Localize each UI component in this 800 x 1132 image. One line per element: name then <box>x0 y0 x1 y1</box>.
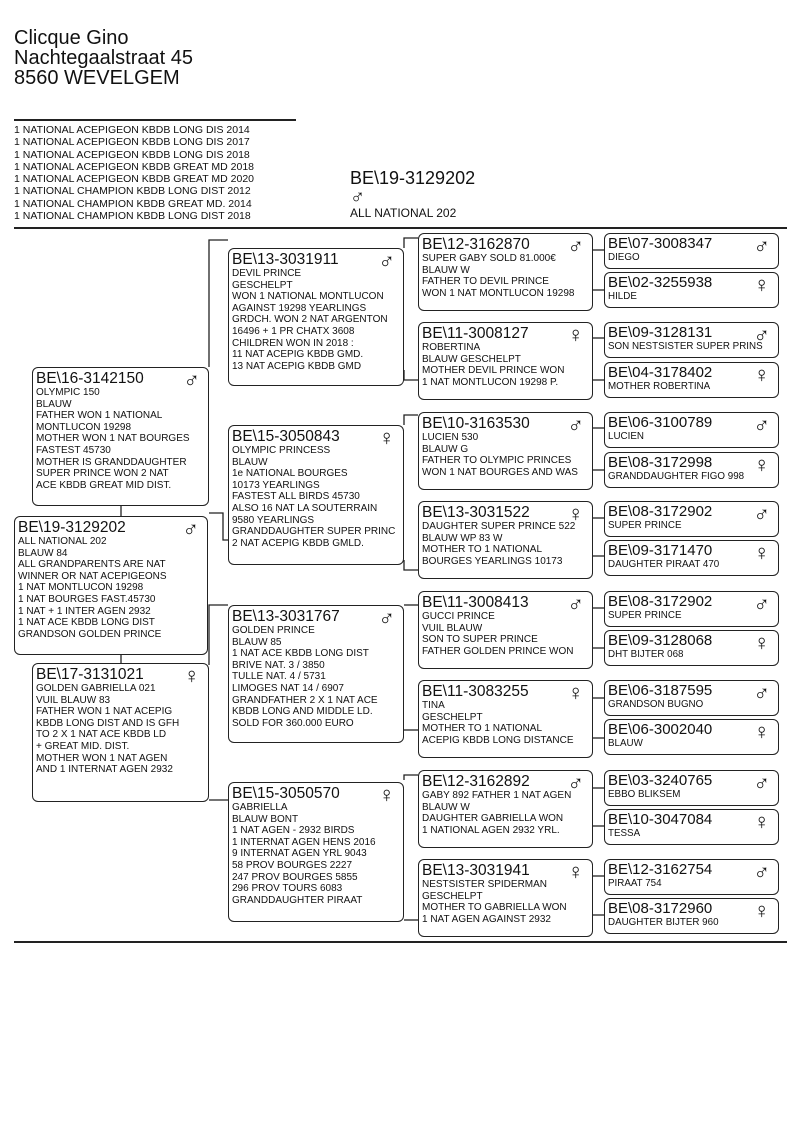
pedigree-line: 1 NAT ACE KBDB LONG DIST <box>232 648 369 660</box>
pigeon-card-small[interactable] <box>604 809 779 845</box>
ring-number: BE\12-3162892 <box>422 773 530 790</box>
pedigree-line: FATHER TO OLYMPIC PRINCES <box>422 455 572 467</box>
male-icon: ♂ <box>182 516 199 541</box>
pigeon-card-small[interactable] <box>604 859 779 895</box>
pedigree-line: 1 NAT BOURGES FAST.45730 <box>18 593 156 605</box>
female-icon: ♀ <box>567 859 584 884</box>
ring-number: BE\03-3240765 <box>608 772 713 789</box>
pedigree-line: LUCIEN 530 <box>422 432 479 443</box>
pedigree-line: VUIL BLAUW <box>422 622 483 634</box>
ring-number: BE\09-3128131 <box>608 324 713 341</box>
pedigree-line: LIMOGES NAT 14 / 6907 <box>232 682 344 694</box>
male-icon: ♂ <box>753 770 770 795</box>
pigeon-card-small[interactable] <box>604 898 779 934</box>
title-item: 1 NATIONAL CHAMPION KBDB GREAT MD. 2014 <box>14 197 252 210</box>
ring-number: BE\11-3008127 <box>422 325 529 342</box>
pedigree-line: + GREAT MID. DIST. <box>36 740 130 752</box>
pedigree-line: SOLD FOR 360.000 EURO <box>232 717 354 729</box>
pedigree-line: AGAINST 19298 YEARLINGS <box>232 302 367 314</box>
pedigree-line: TINA <box>422 700 445 711</box>
pigeon-card-small[interactable] <box>604 452 779 488</box>
pedigree-line: GRDCH. WON 2 NAT ARGENTON <box>232 314 388 326</box>
female-icon: ♀ <box>753 540 770 565</box>
pedigree-line: BLAUW 84 <box>18 547 68 559</box>
pedigree-line: GRANDSON BUGNO <box>608 699 704 710</box>
owner-city: 8560 WEVELGEM <box>14 67 180 89</box>
ring-number: BE\15-3050570 <box>232 785 340 802</box>
ring-number: BE\12-3162870 <box>422 236 530 253</box>
pedigree-line: BLAUW BONT <box>232 813 299 825</box>
pedigree-line: SUPER GABY SOLD 81.000€ <box>422 253 556 264</box>
female-icon: ♀ <box>378 425 395 450</box>
pedigree-line: 1 NAT AGEN - 2932 BIRDS <box>232 825 355 837</box>
pigeon-card-small[interactable] <box>604 680 779 716</box>
female-icon: ♀ <box>753 630 770 655</box>
pedigree-line: 10173 YEARLINGS <box>232 479 320 491</box>
ring-number: BE\08-3172998 <box>608 454 713 471</box>
pedigree-line: SON TO SUPER PRINCE <box>422 634 538 646</box>
male-icon: ♂ <box>753 412 770 437</box>
female-icon: ♀ <box>753 898 770 923</box>
pedigree-line: 296 PROV TOURS 6083 <box>232 883 343 895</box>
female-icon: ♀ <box>183 663 200 688</box>
male-icon: ♂ <box>567 412 584 437</box>
title-item: 1 NATIONAL ACEPIGEON KBDB LONG DIS 2014 <box>14 124 250 136</box>
pedigree-line: MOTHER TO GABRIELLA WON <box>422 902 567 914</box>
pigeon-card[interactable] <box>418 680 593 758</box>
pigeon-card-grandmother-maternal[interactable] <box>228 782 404 922</box>
pedigree-line: TESSA <box>608 828 641 839</box>
pedigree-line: AND 1 INTERNAT AGEN 2932 <box>36 764 173 776</box>
subject-ring: BE\19-3129202 <box>350 168 476 188</box>
pedigree-line: FASTEST 45730 <box>36 444 111 456</box>
pigeon-card-grandmother-paternal[interactable] <box>228 425 404 565</box>
pedigree-line: GOLDEN PRINCE <box>232 625 315 636</box>
pedigree-line: PIRAAT 754 <box>608 878 662 889</box>
ring-number: BE\06-3187595 <box>608 682 713 699</box>
ring-number: BE\09-3128068 <box>608 632 713 649</box>
ring-number: BE\06-3002040 <box>608 721 713 738</box>
title-item: 1 NATIONAL CHAMPION KBDB LONG DIST 2012 <box>14 185 251 198</box>
pigeon-card-subject[interactable] <box>14 516 208 655</box>
female-icon: ♀ <box>753 809 770 834</box>
pedigree-line: DAUGHTER SUPER PRINCE 522 <box>422 521 576 532</box>
pedigree-line: MOTHER DEVIL PRINCE WON <box>422 365 565 377</box>
ring-number: BE\13-3031941 <box>422 862 530 879</box>
subject-note: ALL NATIONAL 202 <box>350 206 457 220</box>
title-item: 1 NATIONAL CHAMPION KBDB LONG DIST 2018 <box>14 210 251 223</box>
ring-number: BE\08-3172902 <box>608 503 713 520</box>
pedigree-line: 9580 YEARLINGS <box>232 514 315 526</box>
pedigree-line: BLAUW <box>36 398 72 410</box>
pigeon-card[interactable] <box>418 859 593 937</box>
pigeon-card-small[interactable] <box>604 362 779 398</box>
female-icon: ♀ <box>567 322 584 347</box>
pedigree-line: MOTHER TO 1 NATIONAL <box>422 723 543 735</box>
ring-number: BE\13-3031522 <box>422 504 530 521</box>
title-item: 1 NATIONAL ACEPIGEON KBDB LONG DIS 2017 <box>14 136 250 149</box>
pigeon-card-small[interactable] <box>604 322 779 358</box>
pedigree-line: FASTEST ALL BIRDS 45730 <box>232 491 360 503</box>
pedigree-line: HILDE <box>608 291 637 302</box>
pigeon-card-grandfather-maternal[interactable] <box>228 605 404 743</box>
female-icon: ♀ <box>753 719 770 744</box>
male-icon: ♂ <box>567 233 584 258</box>
pigeon-card-mother[interactable] <box>32 663 209 802</box>
ring-number: BE\10-3163530 <box>422 415 530 432</box>
pedigree-line: GABRIELLA <box>232 802 288 813</box>
pedigree-line: MONTLUCON 19298 <box>36 421 132 433</box>
pedigree-line: GRANDDAUGHTER FIGO 998 <box>608 471 745 482</box>
pedigree-line: 247 PROV BOURGES 5855 <box>232 871 358 883</box>
pedigree-line: FATHER TO DEVIL PRINCE <box>422 276 549 288</box>
pedigree-line: WON 1 NAT MONTLUCON 19298 <box>422 287 575 299</box>
pedigree-line: TULLE NAT. 4 / 5731 <box>232 671 326 683</box>
ring-number: BE\09-3171470 <box>608 542 713 559</box>
pedigree-line: FATHER GOLDEN PRINCE WON <box>422 645 574 657</box>
pigeon-card-small[interactable] <box>604 591 779 627</box>
ring-number: BE\13-3031767 <box>232 608 340 625</box>
pedigree-line: BLAUW G <box>422 443 469 455</box>
male-icon: ♂ <box>753 591 770 616</box>
pedigree-line: DAUGHTER GABRIELLA WON <box>422 813 564 825</box>
pedigree-line: DAUGHTER PIRAAT 470 <box>608 559 720 570</box>
ring-number: BE\04-3178402 <box>608 364 713 381</box>
pedigree-line: FATHER WON 1 NATIONAL <box>36 410 163 422</box>
title-item: 1 NATIONAL ACEPIGEON KBDB LONG DIS 2018 <box>14 148 250 161</box>
pedigree-line: SON NESTSISTER SUPER PRINS <box>608 341 763 352</box>
pedigree-line: ALSO 16 NAT LA SOUTERRAIN <box>232 502 378 514</box>
owner-street: Nachtegaalstraat 45 <box>14 47 194 69</box>
male-icon: ♂ <box>567 591 584 616</box>
pigeon-card-small[interactable] <box>604 630 779 666</box>
pedigree-line: 2 NAT ACEPIG KBDB GMLD. <box>232 537 364 549</box>
title-item: 1 NATIONAL ACEPIGEON KBDB GREAT MD 2018 <box>14 160 255 173</box>
pigeon-card-grandfather-paternal[interactable] <box>228 248 404 386</box>
pedigree-line: BLAUW <box>608 738 643 749</box>
pedigree-line: GESCHELPT <box>422 711 483 723</box>
pedigree-line: DAUGHTER BIJTER 960 <box>608 917 719 928</box>
male-icon: ♂ <box>753 680 770 705</box>
title-item: 1 NATIONAL ACEPIGEON KBDB GREAT MD 2020 <box>14 173 255 186</box>
pedigree-line: GRANDFATHER 2 X 1 NAT ACE <box>232 694 378 706</box>
ring-number: BE\10-3047084 <box>608 811 713 828</box>
female-icon: ♀ <box>753 452 770 477</box>
pedigree-line: ROBERTINA <box>422 342 481 353</box>
ring-number: BE\17-3131021 <box>36 666 144 683</box>
ring-number: BE\12-3162754 <box>608 861 713 878</box>
pedigree-line: BLAUW <box>232 456 268 468</box>
pedigree-line: SUPER PRINCE WON 2 NAT <box>36 468 169 480</box>
female-icon: ♀ <box>378 782 395 807</box>
pedigree-line: 58 PROV BOURGES 2227 <box>232 859 353 871</box>
female-icon: ♀ <box>567 501 584 526</box>
female-icon: ♀ <box>753 272 770 297</box>
pedigree-line: 1 INTERNAT AGEN HENS 2016 <box>232 836 376 848</box>
pigeon-card[interactable] <box>418 233 593 311</box>
pedigree-line: ACEPIG KBDB LONG DISTANCE <box>422 734 574 746</box>
pigeon-card-father[interactable] <box>32 367 209 506</box>
pigeon-card-small[interactable] <box>604 501 779 537</box>
male-icon: ♂ <box>378 248 395 273</box>
pedigree-line: GRANDDAUGHTER SUPER PRINC <box>232 526 396 538</box>
pedigree-line: WON 1 NATIONAL MONTLUCON <box>232 291 384 303</box>
pedigree-line: GABY 892 FATHER 1 NAT AGEN <box>422 790 572 801</box>
pedigree-line: GRANDSON GOLDEN PRINCE <box>18 628 162 640</box>
pedigree-line: WON 1 NAT BOURGES AND WAS <box>422 466 578 478</box>
pedigree-line: LUCIEN <box>608 431 644 442</box>
pedigree-line: 1 NAT AGEN AGAINST 2932 <box>422 913 551 925</box>
pedigree-line: 1 NAT MONTLUCON 19298 <box>18 582 144 594</box>
pedigree-line: BOURGES YEARLINGS 10173 <box>422 555 563 567</box>
pedigree-line: NESTSISTER SPIDERMAN <box>422 879 548 890</box>
pigeon-card-small[interactable] <box>604 412 779 448</box>
pedigree-line: ALL NATIONAL 202 <box>18 536 107 547</box>
pedigree-line: BLAUW GESCHELPT <box>422 353 521 365</box>
female-icon: ♀ <box>567 680 584 705</box>
pedigree-line: WINNER OR NAT ACEPIGEONS <box>18 570 167 582</box>
pedigree-line: SUPER PRINCE <box>608 610 682 621</box>
pedigree-line: ACE KBDB GREAT MID DIST. <box>36 479 172 491</box>
male-icon: ♂ <box>378 605 395 630</box>
pedigree-line: BLAUW W <box>422 801 470 813</box>
pedigree-line: 9 INTERNAT AGEN YRL 9043 <box>232 848 367 860</box>
pedigree-line: 1 NAT MONTLUCON 19298 P. <box>422 376 559 388</box>
pedigree-line: MOTHER WON 1 NAT AGEN <box>36 752 168 764</box>
pedigree-line: ALL GRANDPARENTS ARE NAT <box>18 559 166 571</box>
male-icon: ♂ <box>567 770 584 795</box>
male-icon: ♂ <box>183 367 200 392</box>
pedigree-line: KBDB LONG DIST AND IS GFH <box>36 717 180 729</box>
pedigree-line: TO 2 X 1 NAT ACE KBDB LD <box>36 729 167 741</box>
owner-name: Clicque Gino <box>14 27 129 49</box>
pigeon-card[interactable] <box>418 770 593 848</box>
pedigree-line: KBDB LONG AND MIDDLE LD. <box>232 706 373 718</box>
pedigree-line: BLAUW W <box>422 264 470 276</box>
ring-number: BE\11-3008413 <box>422 594 529 611</box>
pedigree-line: 1 NATIONAL AGEN 2932 YRL. <box>422 824 560 836</box>
ring-number: BE\08-3172902 <box>608 593 713 610</box>
pedigree-line: GESCHELPT <box>422 890 483 902</box>
pedigree-line: GESCHELPT <box>232 279 293 291</box>
pedigree-line: 1 NAT + 1 INTER AGEN 2932 <box>18 605 151 617</box>
male-icon: ♂ <box>753 233 770 258</box>
pedigree-line: CHILDREN WON IN 2018 : <box>232 337 354 349</box>
pedigree-line: OLYMPIC PRINCESS <box>232 445 331 456</box>
pigeon-card[interactable] <box>418 501 593 579</box>
ring-number: BE\08-3172960 <box>608 900 713 917</box>
female-icon: ♀ <box>753 362 770 387</box>
pedigree-line: FATHER WON 1 NAT ACEPIG <box>36 706 173 718</box>
pigeon-card[interactable] <box>418 591 593 669</box>
ring-number: BE\02-3255938 <box>608 274 713 291</box>
ring-number: BE\16-3142150 <box>36 370 144 387</box>
pedigree-line: 1 NAT ACE KBDB LONG DIST <box>18 617 155 629</box>
ring-number: BE\07-3008347 <box>608 235 713 252</box>
pigeon-card-small[interactable] <box>604 719 779 755</box>
male-icon: ♂ <box>350 186 365 208</box>
pigeon-card[interactable] <box>418 322 593 400</box>
pedigree-line: DEVIL PRINCE <box>232 268 302 279</box>
pedigree-line: BLAUW WP 83 W <box>422 532 503 544</box>
pedigree-line: BLAUW 85 <box>232 636 282 648</box>
pedigree-line: 11 NAT ACEPIG KBDB GMD. <box>232 349 364 361</box>
pedigree-line: GOLDEN GABRIELLA 021 <box>36 683 156 694</box>
pigeon-card-small[interactable] <box>604 272 779 308</box>
pedigree-line: GRANDDAUGHTER PIRAAT <box>232 894 363 906</box>
pigeon-card-small[interactable] <box>604 770 779 806</box>
pedigree-line: 16496 + 1 PR CHATX 3608 <box>232 325 355 337</box>
pedigree-line: SUPER PRINCE <box>608 520 682 531</box>
pedigree-line: VUIL BLAUW 83 <box>36 694 111 706</box>
pedigree-line: EBBO BLIKSEM <box>608 789 681 800</box>
male-icon: ♂ <box>753 501 770 526</box>
ring-number: BE\19-3129202 <box>18 519 126 536</box>
pigeon-card-small[interactable] <box>604 540 779 576</box>
pedigree-line: MOTHER WON 1 NAT BOURGES <box>36 433 190 445</box>
pedigree-line: GUCCI PRINCE <box>422 611 495 622</box>
pedigree-line: 1e NATIONAL BOURGES <box>232 468 348 480</box>
pedigree-line: DHT BIJTER 068 <box>608 649 684 660</box>
pedigree-line: MOTHER IS GRANDDAUGHTER <box>36 456 187 468</box>
pedigree-line: MOTHER ROBERTINA <box>608 381 711 392</box>
ring-number: BE\15-3050843 <box>232 428 340 445</box>
pedigree-line: OLYMPIC 150 <box>36 387 100 398</box>
male-icon: ♂ <box>753 322 770 347</box>
pedigree-line: 13 NAT ACEPIG KBDB GMD <box>232 360 362 372</box>
ring-number: BE\13-3031911 <box>232 251 339 268</box>
pedigree-line: MOTHER TO 1 NATIONAL <box>422 544 543 556</box>
male-icon: ♂ <box>753 859 770 884</box>
pedigree-line: DIEGO <box>608 252 640 263</box>
ring-number: BE\11-3083255 <box>422 683 529 700</box>
ring-number: BE\06-3100789 <box>608 414 713 431</box>
pedigree-line: BRIVE NAT. 3 / 3850 <box>232 659 325 671</box>
pigeon-card[interactable] <box>418 412 593 490</box>
pigeon-card-small[interactable] <box>604 233 779 269</box>
